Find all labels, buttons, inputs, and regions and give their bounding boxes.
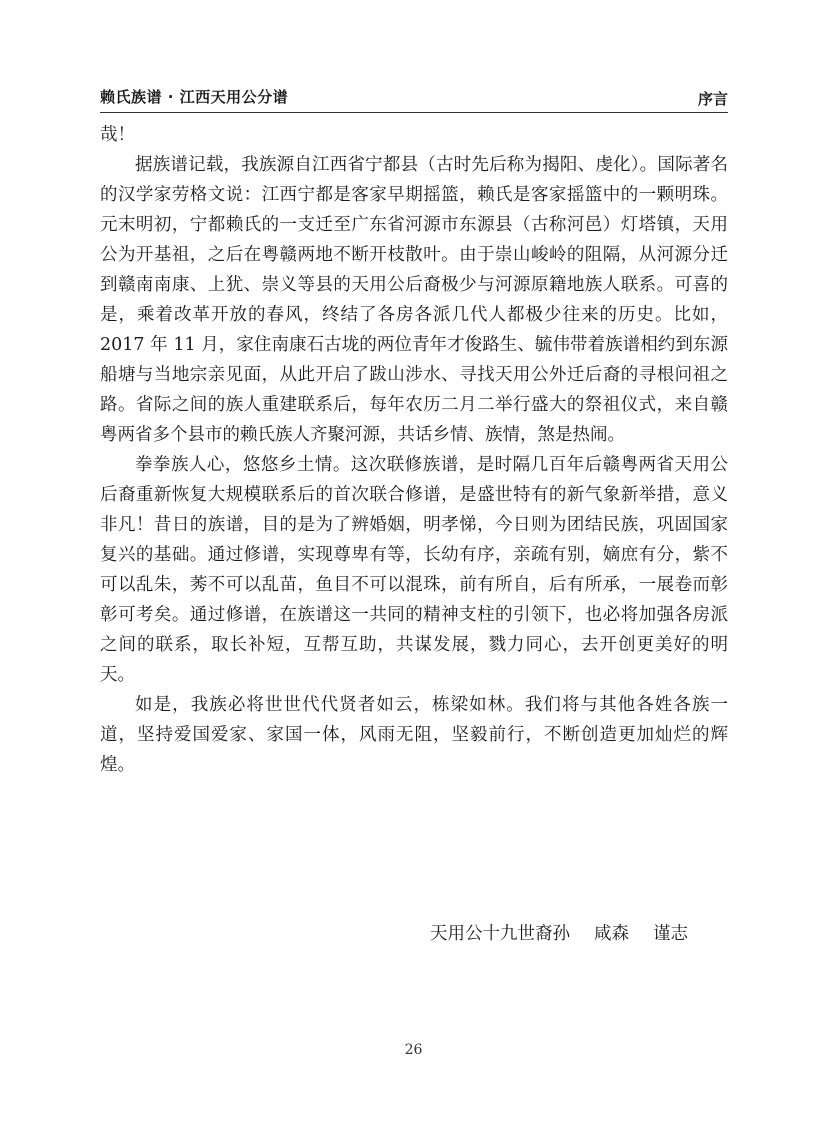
body-text xyxy=(100,120,728,780)
signature-author: 天用公十九世裔孙 xyxy=(430,924,570,944)
paragraph-closing: 如是，我族必将世世代代贤者如云，栋梁如林。我们将与其他各姓各族一道，坚持爱国爱家、家国一体，风雨无阻，坚毅前行，不断创造更加灿烂的辉煌。 xyxy=(100,695,728,775)
signature xyxy=(100,920,728,945)
signature-name: 咸森 xyxy=(594,924,629,944)
paragraph-genealogy-purpose: 拳拳族人心，悠悠乡土情。这次联修族谱，是时隔几百年后赣粤两省天用公后裔重新恢复大规模联系后的首次联合修谱，是盛世特有的新气象新举措，意义非凡！昔日的族谱，目的是为了辨婚姻，明孝悌，今日则为团结民族，巩固国家复兴的基础。通过修谱，实现尊卑有等，长幼有序，亲疏有别，嫡庶有分，紫不可以乱朱，莠不可以乱苗，鱼目不可以混珠，前有所自，后有所承，一展卷而彰彰可考矣。通过修谱，在族谱这一共同的精神支柱的引领下，也必将加强各房派之间的联系，取长补短，互帮互助，共谋发展，戮力同心，去开创更美好的明天。 xyxy=(100,455,728,685)
book-title: 赖氏族谱 · 江西天用公分谱 xyxy=(100,88,289,106)
signature-closing: 谨志 xyxy=(653,924,688,944)
paragraph-continuation: 哉！ xyxy=(100,125,135,145)
paragraph-origin: 据族谱记载，我族源自江西省宁都县（古时先后称为揭阳、虔化）。国际著名的汉学家劳格文说：江西宁都是客家早期摇篮，赖氏是客家摇篮中的一颗明珠。元末明初，宁都赖氏的一支迁至广东省河源市东源县（古称河邑）灯塔镇，天用公为开基祖，之后在粤赣两地不断开枝散叶。由于崇山峻岭的阻隔，从河源分迁到赣南南康、上犹、崇义等县的天用公后裔极少与河源原籍地族人联系。可喜的是，乘着改革开放的春风，终结了各房各派几代人都极少往来的历史。比如，2017 年 11 月，家住南康石古垅的两位青年才俊路生、毓伟带着族谱相约到东源船塘与当地宗亲见面，从此开启了跋山涉水、寻找天用公外迁后裔的寻根问祖之路。省际之间的族人重建联系后，每年农历二月二举行盛大的祭祖仪式，来自赣粤两省多个县市的赖氏族人齐聚河源，共话乡情、族情，煞是热闹。 xyxy=(100,155,728,445)
section-title: 序言 xyxy=(697,90,728,108)
page-number: 26 xyxy=(404,1042,423,1058)
running-header xyxy=(100,84,728,113)
